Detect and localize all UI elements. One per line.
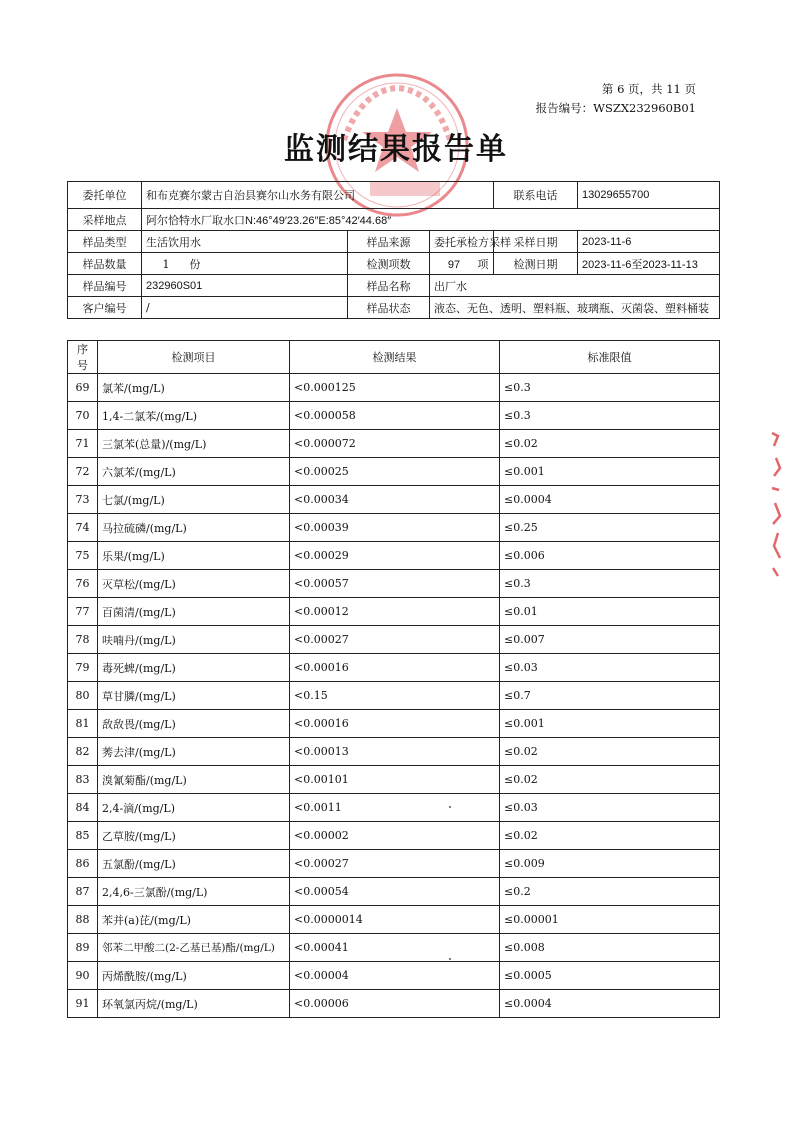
row-number: 75 xyxy=(68,542,98,570)
table-row xyxy=(68,430,720,458)
site-label: 采样地点 xyxy=(68,209,142,231)
row-item: 五氯酚/(mg/L) xyxy=(98,850,290,878)
row-number: 69 xyxy=(68,374,98,402)
row-number: 83 xyxy=(68,766,98,794)
row-number: 77 xyxy=(68,598,98,626)
row-result: <0.0000014 xyxy=(290,906,500,934)
row-limit: ≤0.01 xyxy=(500,598,720,626)
row-result: <0.00025 xyxy=(290,458,500,486)
table-row xyxy=(68,990,720,1018)
row-result: <0.15 xyxy=(290,682,500,710)
edge-stamp-fragment xyxy=(766,428,786,578)
row-item: 呋喃丹/(mg/L) xyxy=(98,626,290,654)
row-number: 82 xyxy=(68,738,98,766)
row-item: 氯苯/(mg/L) xyxy=(98,374,290,402)
row-number: 72 xyxy=(68,458,98,486)
row-item: 马拉硫磷/(mg/L) xyxy=(98,514,290,542)
row-result: <0.00006 xyxy=(290,990,500,1018)
row-number: 71 xyxy=(68,430,98,458)
row-item: 六氯苯/(mg/L) xyxy=(98,458,290,486)
sample-name-label: 样品名称 xyxy=(348,275,430,297)
quantity-unit: 份 xyxy=(189,257,201,271)
row-item: 乐果/(mg/L) xyxy=(98,542,290,570)
row-number: 86 xyxy=(68,850,98,878)
table-row xyxy=(68,878,720,906)
row-limit: ≤0.0005 xyxy=(500,962,720,990)
row-limit: ≤0.006 xyxy=(500,542,720,570)
table-row xyxy=(68,542,720,570)
quantity-label: 样品数量 xyxy=(68,253,142,275)
page-number: 第 6 页，共 11 页 xyxy=(601,82,696,96)
row-number: 80 xyxy=(68,682,98,710)
results-header-row xyxy=(68,341,720,374)
items-number: 97 xyxy=(447,258,461,271)
row-item: 溴氰菊酯/(mg/L) xyxy=(98,766,290,794)
header-item: 检测项目 xyxy=(98,341,290,374)
table-row xyxy=(68,906,720,934)
row-result: <0.00054 xyxy=(290,878,500,906)
row-result: <0.00034 xyxy=(290,486,500,514)
table-row xyxy=(68,934,720,962)
row-result: <0.000058 xyxy=(290,402,500,430)
row-limit: ≤0.02 xyxy=(500,766,720,794)
table-row xyxy=(68,402,720,430)
phone-label: 联系电话 xyxy=(494,182,578,209)
row-item: 草甘膦/(mg/L) xyxy=(98,682,290,710)
row-item: 丙烯酰胺/(mg/L) xyxy=(98,962,290,990)
row-item: 七氯/(mg/L) xyxy=(98,486,290,514)
row-limit: ≤0.02 xyxy=(500,430,720,458)
table-row xyxy=(68,374,720,402)
header-limit: 标准限值 xyxy=(500,341,720,374)
row-item: 2,4-滴/(mg/L) xyxy=(98,794,290,822)
row-result: <0.000125 xyxy=(290,374,500,402)
page-info-block xyxy=(536,80,696,118)
table-row xyxy=(68,794,720,822)
row-limit: ≤0.03 xyxy=(500,794,720,822)
sample-info-table xyxy=(67,181,720,319)
row-limit: ≤0.03 xyxy=(500,654,720,682)
header-no: 序号 xyxy=(68,341,98,374)
items-value xyxy=(430,253,494,275)
row-number: 84 xyxy=(68,794,98,822)
row-item: 百菌清/(mg/L) xyxy=(98,598,290,626)
scan-dot xyxy=(449,806,451,808)
customer-no-label: 客户编号 xyxy=(68,297,142,319)
row-number: 79 xyxy=(68,654,98,682)
sample-name-value: 出厂水 xyxy=(430,275,720,297)
client-value: 和布克赛尔蒙古自治县赛尔山水务有限公司 xyxy=(142,182,494,209)
source-label: 样品来源 xyxy=(348,231,430,253)
row-item: 环氧氯丙烷/(mg/L) xyxy=(98,990,290,1018)
row-number: 85 xyxy=(68,822,98,850)
row-number: 74 xyxy=(68,514,98,542)
site-value: 阿尔恰特水厂取水口N:46°49′23.26″E:85°42′44.68″ xyxy=(142,209,720,231)
row-result: <0.00027 xyxy=(290,850,500,878)
client-label: 委托单位 xyxy=(68,182,142,209)
row-result: <0.00013 xyxy=(290,738,500,766)
row-result: <0.00016 xyxy=(290,710,500,738)
row-item: 1,4-二氯苯/(mg/L) xyxy=(98,402,290,430)
sample-date-label: 采样日期 xyxy=(494,231,578,253)
row-limit: ≤0.2 xyxy=(500,878,720,906)
row-result: <0.00041 xyxy=(290,934,500,962)
row-result: <0.000072 xyxy=(290,430,500,458)
row-result: <0.00101 xyxy=(290,766,500,794)
table-row xyxy=(68,766,720,794)
row-limit: ≤0.02 xyxy=(500,822,720,850)
type-label: 样品类型 xyxy=(68,231,142,253)
test-date-value: 2023-11-6至2023-11-13 xyxy=(578,253,720,275)
row-limit: ≤0.3 xyxy=(500,374,720,402)
row-number: 88 xyxy=(68,906,98,934)
table-row xyxy=(68,626,720,654)
row-item: 邻苯二甲酸二(2-乙基已基)酯/(mg/L) xyxy=(98,934,290,962)
table-row xyxy=(68,514,720,542)
sample-no-value: 232960S01 xyxy=(142,275,348,297)
state-label: 样品状态 xyxy=(348,297,430,319)
scan-dot xyxy=(449,958,451,960)
row-number: 87 xyxy=(68,878,98,906)
type-value: 生活饮用水 xyxy=(142,231,348,253)
source-value: 委托承检方采样 xyxy=(430,231,494,253)
row-limit: ≤0.008 xyxy=(500,934,720,962)
row-item: 苯并(a)芘/(mg/L) xyxy=(98,906,290,934)
row-result: <0.00012 xyxy=(290,598,500,626)
quantity-number: 1 xyxy=(162,257,170,271)
row-result: <0.00039 xyxy=(290,514,500,542)
row-number: 76 xyxy=(68,570,98,598)
row-number: 90 xyxy=(68,962,98,990)
table-row xyxy=(68,738,720,766)
row-number: 91 xyxy=(68,990,98,1018)
row-result: <0.00029 xyxy=(290,542,500,570)
row-limit: ≤0.0004 xyxy=(500,990,720,1018)
row-limit: ≤0.00001 xyxy=(500,906,720,934)
row-result: <0.00057 xyxy=(290,570,500,598)
row-item: 敌敌畏/(mg/L) xyxy=(98,710,290,738)
report-number: 报告编号：WSZX232960B01 xyxy=(535,101,696,115)
row-limit: ≤0.009 xyxy=(500,850,720,878)
sample-date-value: 2023-11-6 xyxy=(578,231,720,253)
results-table xyxy=(67,340,720,1018)
row-result: <0.00004 xyxy=(290,962,500,990)
row-limit: ≤0.3 xyxy=(500,402,720,430)
row-result: <0.00027 xyxy=(290,626,500,654)
test-date-label: 检测日期 xyxy=(494,253,578,275)
row-limit: ≤0.25 xyxy=(500,514,720,542)
row-limit: ≤0.02 xyxy=(500,738,720,766)
table-row xyxy=(68,654,720,682)
items-label: 检测项数 xyxy=(348,253,430,275)
table-row xyxy=(68,570,720,598)
row-item: 2,4,6-三氯酚/(mg/L) xyxy=(98,878,290,906)
row-number: 73 xyxy=(68,486,98,514)
table-row xyxy=(68,486,720,514)
customer-no-value: / xyxy=(142,297,348,319)
row-limit: ≤0.3 xyxy=(500,570,720,598)
row-result: <0.00002 xyxy=(290,822,500,850)
row-item: 灭草松/(mg/L) xyxy=(98,570,290,598)
table-row xyxy=(68,598,720,626)
row-result: <0.00016 xyxy=(290,654,500,682)
row-limit: ≤0.0004 xyxy=(500,486,720,514)
row-number: 81 xyxy=(68,710,98,738)
document-title: 监测结果报告单 xyxy=(284,132,508,167)
row-limit: ≤0.007 xyxy=(500,626,720,654)
row-result: <0.0011 xyxy=(290,794,500,822)
row-item: 毒死蜱/(mg/L) xyxy=(98,654,290,682)
sample-no-label: 样品编号 xyxy=(68,275,142,297)
table-row xyxy=(68,458,720,486)
table-row xyxy=(68,710,720,738)
state-value: 液态、无色、透明、塑料瓶、玻璃瓶、灭菌袋、塑料桶装 xyxy=(430,297,720,319)
row-item: 莠去津/(mg/L) xyxy=(98,738,290,766)
row-limit: ≤0.001 xyxy=(500,458,720,486)
phone-value: 13029655700 xyxy=(578,182,720,209)
row-limit: ≤0.001 xyxy=(500,710,720,738)
header-result: 检测结果 xyxy=(290,341,500,374)
table-row xyxy=(68,962,720,990)
quantity-value xyxy=(142,253,348,275)
items-unit: 项 xyxy=(477,257,489,271)
table-row xyxy=(68,850,720,878)
row-item: 三氯苯(总量)/(mg/L) xyxy=(98,430,290,458)
results-body xyxy=(68,374,720,1018)
row-number: 78 xyxy=(68,626,98,654)
row-number: 70 xyxy=(68,402,98,430)
table-row xyxy=(68,682,720,710)
row-limit: ≤0.7 xyxy=(500,682,720,710)
row-number: 89 xyxy=(68,934,98,962)
row-item: 乙草胺/(mg/L) xyxy=(98,822,290,850)
table-row xyxy=(68,822,720,850)
